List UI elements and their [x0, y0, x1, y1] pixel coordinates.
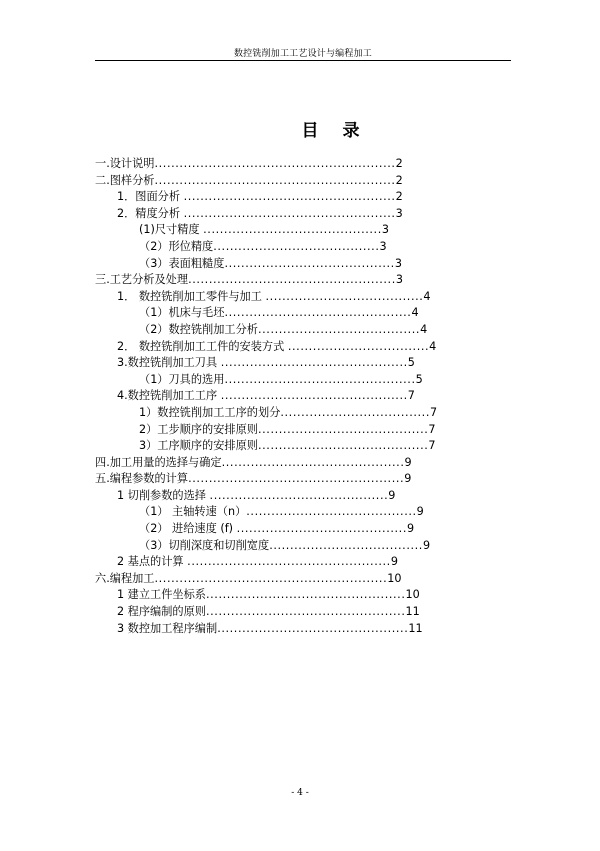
toc-entry[interactable] [95, 322, 535, 339]
toc-entry-text: 3.数控铣削加工刀具 [117, 356, 221, 370]
toc-entry-page: 4 [429, 339, 437, 353]
toc-entry-page: 7 [428, 422, 436, 436]
toc-entry[interactable] [95, 422, 535, 439]
toc-entry-page: 3 [395, 273, 403, 287]
toc-entry[interactable] [95, 504, 535, 521]
toc-entry-text: 三.工艺分析及处理 [95, 273, 189, 287]
toc-entry[interactable] [95, 471, 535, 488]
toc-entry-page: 4 [411, 306, 419, 320]
toc-leader-dots: ............................................. [224, 306, 412, 320]
toc-entry-text: 2．精度分析 [117, 206, 184, 220]
toc-entry[interactable] [95, 156, 535, 173]
toc-leader-dots: .................................................. [188, 273, 396, 287]
toc-entry[interactable] [95, 239, 535, 256]
toc-entry[interactable] [95, 173, 535, 190]
toc-entry-text: 4.数控铣削加工工序 [117, 389, 221, 403]
toc-leader-dots: ......................................... [224, 256, 395, 270]
page-number: - 4 - [291, 788, 309, 798]
toc-entry-text: 五.编程参数的计算 [95, 472, 189, 486]
toc-leader-dots: .................................. [287, 339, 430, 353]
toc-entry-page: 3 [381, 223, 389, 237]
toc-leader-dots: ....................................... [258, 322, 421, 336]
toc-entry-page: 2 [395, 190, 403, 204]
toc-leader-dots: ......................................... [246, 505, 417, 519]
toc-entry-text: （1） 主轴转速（n） [139, 505, 247, 519]
toc-leader-dots: ................................................ [206, 588, 406, 602]
toc-entry-page: 10 [387, 571, 402, 585]
toc-entry-text: 3）工序顺序的安排原则 [139, 439, 258, 453]
toc-entry[interactable] [95, 438, 535, 455]
toc-leader-dots: ............................................. [220, 389, 408, 403]
toc-leader-dots: .................................................... [188, 472, 405, 486]
toc-leader-dots: ........................................... [203, 223, 382, 237]
toc-title: 目 录 [301, 121, 369, 141]
toc-entry-text: 2． 数控铣削加工工件的安装方式 [117, 339, 288, 353]
toc-entry-page: 7 [430, 405, 438, 419]
toc-entry[interactable] [95, 488, 535, 505]
toc-entry[interactable] [95, 372, 535, 389]
toc-entry-text: 2 基点的计算 [117, 555, 188, 569]
toc-entry[interactable] [95, 538, 535, 555]
toc-entry[interactable] [95, 355, 535, 372]
toc-entry-text: 1）数控铣削加工工序的划分 [139, 405, 281, 419]
toc-entry-page: 3 [379, 239, 387, 253]
toc-entry-text: 3 数控加工程序编制 [117, 621, 218, 635]
toc-entry[interactable] [95, 455, 535, 472]
toc-entry-text: 2）工步顺序的安排原则 [139, 422, 258, 436]
toc-entry-page: 10 [405, 588, 420, 602]
toc-entry[interactable] [95, 521, 535, 538]
toc-leader-dots: ...................................... [265, 289, 424, 303]
toc-entry[interactable] [95, 256, 535, 273]
toc-entry-page: 3 [394, 256, 402, 270]
toc-entry-text: 1 切削参数的选择 [117, 488, 210, 502]
toc-entry[interactable] [95, 587, 535, 604]
toc-leader-dots: ................................................... [183, 190, 396, 204]
running-header: 数控铣削加工工艺设计与编程加工 [233, 49, 372, 59]
toc-entry-text: (1)尺寸精度 [139, 223, 204, 237]
toc-entry[interactable] [95, 339, 535, 356]
toc-entry-text: （3）表面粗糙度 [139, 256, 225, 270]
toc-entry-page: 5 [415, 372, 423, 386]
toc-entry-text: 四.加工用量的选择与确定 [95, 455, 222, 469]
toc-entry[interactable] [95, 272, 535, 289]
toc-entry[interactable] [95, 206, 535, 223]
toc-entry[interactable] [95, 604, 535, 621]
toc-entry-page: 11 [405, 605, 420, 619]
toc-entry[interactable] [95, 388, 535, 405]
toc-entry-page: 7 [428, 439, 436, 453]
toc-entry[interactable] [95, 222, 535, 239]
toc-entry-text: 2 程序编制的原则 [117, 605, 206, 619]
toc-entry-page: 9 [390, 555, 398, 569]
toc-entry-page: 9 [407, 522, 415, 536]
toc-entry[interactable] [95, 289, 535, 306]
table-of-contents [95, 156, 535, 637]
toc-entry-page: 5 [407, 356, 415, 370]
toc-leader-dots: ............................................ [221, 455, 405, 469]
toc-entry-text: 1．图面分析 [117, 190, 184, 204]
toc-entry-page: 4 [423, 289, 431, 303]
toc-entry[interactable] [95, 554, 535, 571]
toc-entry-text: 1． 数控铣削加工零件与加工 [117, 289, 266, 303]
toc-entry-text: （2）形位精度 [139, 239, 214, 253]
toc-entry-text: （1）机床与毛坯 [139, 306, 225, 320]
toc-entry-text: 六.编程加工 [95, 571, 155, 585]
toc-entry-page: 11 [408, 621, 423, 635]
toc-entry-page: 2 [395, 157, 403, 170]
toc-leader-dots: .............................................. [224, 372, 416, 386]
toc-entry-page: 2 [395, 173, 403, 187]
toc-leader-dots: ........................................................ [154, 571, 388, 585]
toc-entry-page: 9 [404, 472, 412, 486]
header-rule [95, 60, 511, 61]
toc-leader-dots: .................................... [280, 405, 430, 419]
toc-leader-dots: ........................................ [213, 239, 380, 253]
toc-leader-dots: ................................................. [187, 555, 391, 569]
toc-entry-page: 9 [404, 455, 412, 469]
toc-leader-dots: ................................................... [183, 206, 396, 220]
toc-entry[interactable] [95, 621, 535, 638]
toc-entry-text: （2） 进给速度 (f) [139, 522, 237, 536]
toc-leader-dots: ......................................... [236, 522, 407, 536]
toc-entry-text: 一.设计说明 [95, 157, 155, 170]
toc-entry-text: 二.图样分析 [95, 173, 155, 187]
toc-leader-dots: ......................................... [258, 422, 429, 436]
toc-entry-page: 9 [388, 488, 396, 502]
toc-entry-text: 1 建立工件坐标系 [117, 588, 206, 602]
toc-entry[interactable] [95, 305, 535, 322]
toc-entry-text: （2）数控铣削加工分析 [139, 322, 258, 336]
toc-entry-page: 7 [407, 389, 415, 403]
toc-entry-page: 9 [416, 505, 424, 519]
toc-entry-text: （3）切削深度和切削宽度 [139, 538, 270, 552]
toc-leader-dots: ............................................. [220, 356, 408, 370]
toc-leader-dots: .......................................................... [154, 173, 396, 187]
toc-leader-dots: ................................................ [206, 605, 406, 619]
toc-entry-text: （1）刀具的选用 [139, 372, 225, 386]
toc-entry[interactable] [95, 189, 535, 206]
toc-entry-page: 9 [422, 538, 431, 552]
toc-entry-page: 4 [420, 322, 428, 336]
toc-entry[interactable] [95, 405, 535, 422]
toc-leader-dots: ..................................... [269, 538, 423, 552]
toc-leader-dots: .............................................. [217, 621, 409, 635]
toc-leader-dots: ........................................... [209, 488, 389, 502]
toc-entry[interactable] [95, 571, 535, 588]
toc-entry-page: 3 [395, 206, 403, 220]
toc-leader-dots: ......................................... [258, 439, 429, 453]
toc-leader-dots: .......................................................... [154, 157, 396, 170]
